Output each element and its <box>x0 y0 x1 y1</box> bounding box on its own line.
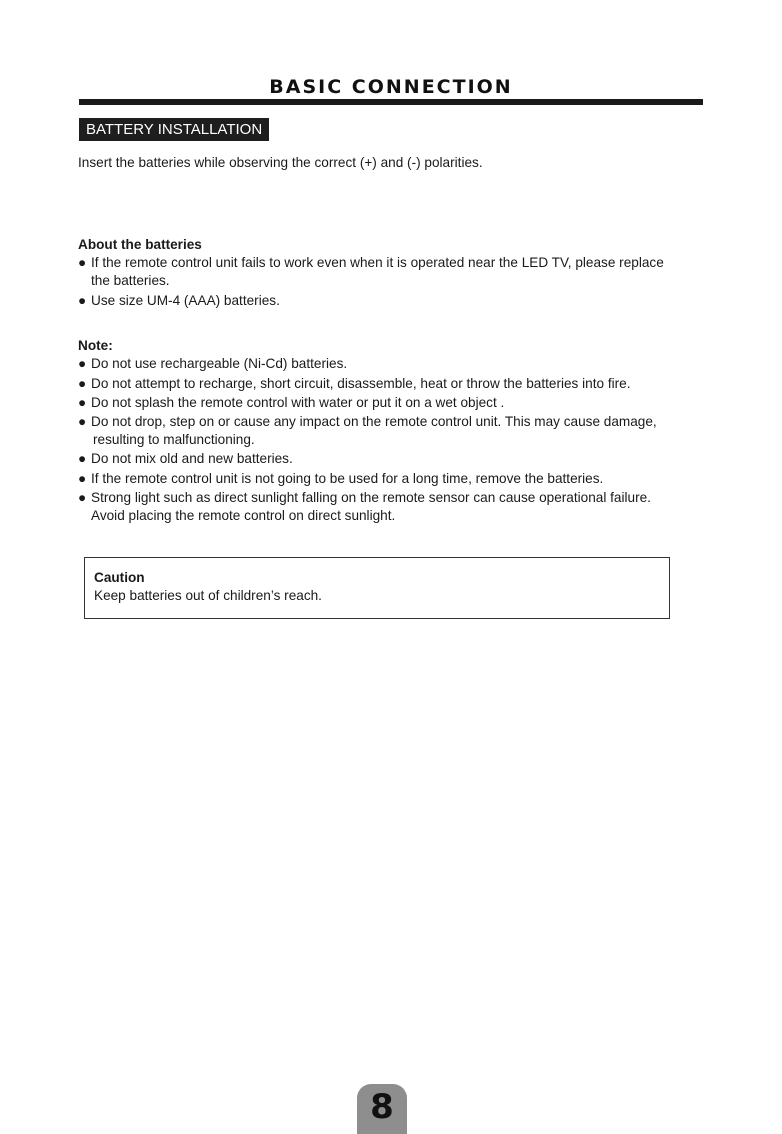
section-label: BATTERY INSTALLATION <box>79 118 269 141</box>
bullet-icon: ● <box>78 395 87 410</box>
bullet-icon: ● <box>78 414 87 429</box>
page-title: BASIC CONNECTION <box>269 76 513 98</box>
bullet-icon: ● <box>78 255 87 270</box>
header-rule <box>79 99 703 105</box>
list-item: ● If the remote control unit is not going to be used for a long time, remove the batteries. <box>78 471 604 486</box>
caution-box <box>84 557 670 619</box>
list-item: ● Do not attempt to recharge, short circuit, disassemble, heat or throw the batteries into fire. <box>78 376 631 391</box>
page-number: 8 <box>357 1084 407 1134</box>
caution-title: Caution <box>94 570 145 585</box>
list-item: ● Use size UM-4 (AAA) batteries. <box>78 293 280 308</box>
bullet-icon: ● <box>78 471 87 486</box>
about-heading: About the batteries <box>78 237 202 252</box>
bullet-icon: ● <box>78 293 87 308</box>
intro-text: Insert the batteries while observing the correct (+) and (-) polarities. <box>78 155 483 170</box>
list-item: ● Strong light such as direct sunlight falling on the remote sensor can cause operational failure. <box>78 490 651 505</box>
list-item-continuation: Avoid placing the remote control on direct sunlight. <box>91 508 396 523</box>
list-item: ● Do not splash the remote control with water or put it on a wet object . <box>78 395 505 410</box>
list-item: ● If the remote control unit fails to work even when it is operated near the LED TV, please replace <box>78 255 664 270</box>
list-item-continuation: resulting to malfunctioning. <box>93 432 255 447</box>
bullet-icon: ● <box>78 356 87 371</box>
note-heading: Note: <box>78 338 113 353</box>
list-item-continuation: the batteries. <box>91 273 170 288</box>
list-item: ● Do not mix old and new batteries. <box>78 451 293 466</box>
caution-text: Keep batteries out of children’s reach. <box>94 588 322 603</box>
bullet-icon: ● <box>78 490 87 505</box>
list-item: ● Do not use rechargeable (Ni-Cd) batteries. <box>78 356 348 371</box>
bullet-icon: ● <box>78 451 87 466</box>
bullet-icon: ● <box>78 376 87 391</box>
list-item: ● Do not drop, step on or cause any impact on the remote control unit. This may cause damage, <box>78 414 657 429</box>
